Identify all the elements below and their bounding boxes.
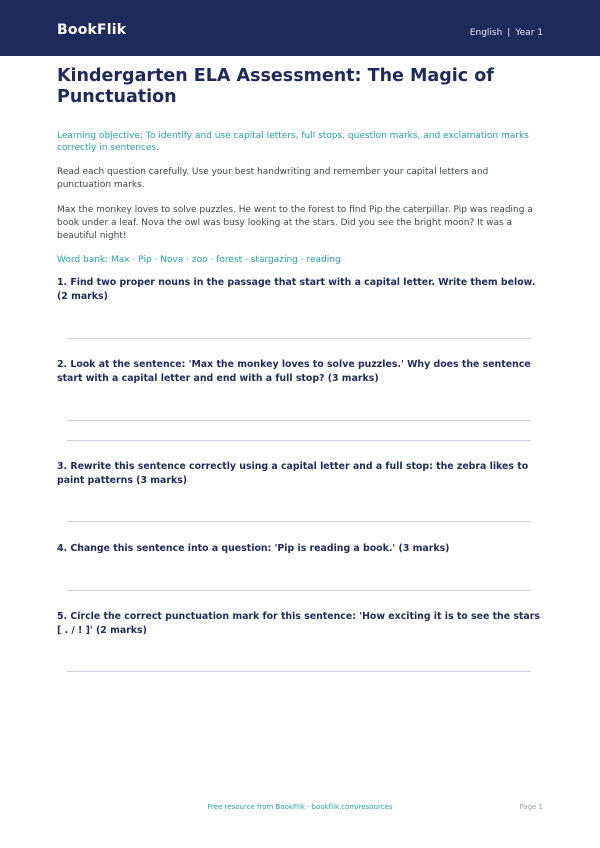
meta-separator: | (507, 28, 511, 38)
brand-logo-text: BookFlik (57, 22, 127, 38)
intro-section (57, 66, 541, 265)
subject-label: English (469, 28, 503, 38)
word-bank: Word bank: Max · Pip · Nova · zoo · forest · stargazing · reading (57, 255, 341, 265)
question-5: 5. Circle the correct punctuation mark for this sentence: 'How exciting it is to see the stars [ . / ! ]' (2 marks) (57, 611, 540, 636)
answer-line[interactable] (67, 440, 531, 441)
answer-line[interactable] (67, 420, 531, 421)
footer-credit: Free resource from BookFlik · bookflik.com/resources (207, 803, 393, 811)
question-4: 4. Change this sentence into a question: 'Pip is reading a book.' (3 marks) (57, 543, 450, 554)
question-2: 2. Look at the sentence: 'Max the monkey loves to solve puzzles.' Why does the sentence start with a capital letter and end with a full stop? (3 marks) (57, 359, 531, 384)
page-header (0, 0, 600, 56)
answer-line[interactable] (67, 521, 531, 522)
page-title: Kindergarten ELA Assessment: The Magic of Punctuation (57, 66, 494, 107)
answer-line[interactable] (67, 671, 531, 672)
answer-line[interactable] (67, 590, 531, 591)
page-number: Page 1 (519, 803, 543, 811)
reading-passage: Max the monkey loves to solve puzzles. He went to the forest to find Pip the caterpillar. Pip was reading a book under a leaf. Nova the owl was busy looking at the stars. Did you see the bright moon? It was a beautiful night! (57, 205, 533, 241)
year-label: Year 1 (515, 28, 543, 38)
subject-year-label (470, 28, 543, 38)
answer-line[interactable] (67, 338, 531, 339)
question-1: 1. Find two proper nouns in the passage that start with a capital letter. Write them below. (2 marks) (57, 277, 536, 302)
instructions-text: Read each question carefully. Use your best handwriting and remember your capital letters and punctuation marks. (57, 167, 489, 190)
question-3: 3. Rewrite this sentence correctly using a capital letter and a full stop: the zebra likes to paint patterns (3 marks) (57, 461, 529, 486)
learning-objective: Learning objective: To identify and use capital letters, full stops, question marks, and exclamation marks correctly in sentences. (57, 131, 529, 153)
